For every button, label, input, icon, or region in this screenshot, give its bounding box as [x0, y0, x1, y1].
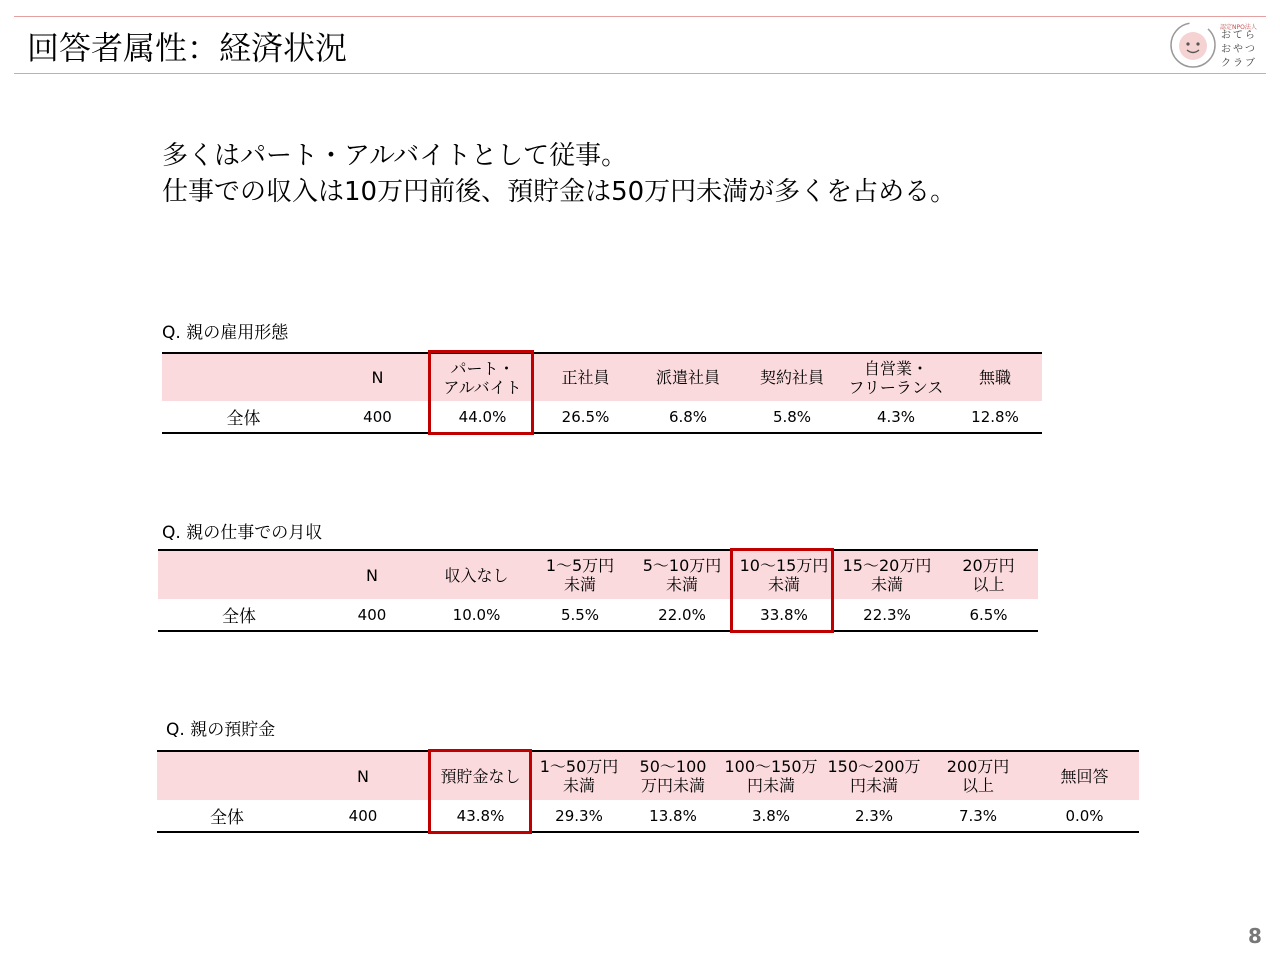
employment-table — [162, 352, 1042, 434]
header-cell: 10〜15万円 未満 — [733, 550, 835, 599]
header-cell: 無職 — [948, 353, 1042, 401]
value-cell: 33.8% — [733, 599, 835, 631]
question-income: Q. 親の仕事での月収 — [162, 523, 323, 543]
header-cell: 1〜5万円 未満 — [529, 550, 631, 599]
header-cell — [162, 353, 325, 401]
headline-line-2: 仕事での収入は10万円前後、預貯金は50万円未満が多くを占める。 — [162, 177, 957, 207]
header-cell: 15〜20万円 未満 — [835, 550, 939, 599]
header-cell: 1〜50万円 未満 — [532, 751, 626, 800]
header-cell — [158, 550, 320, 599]
header-cell: 契約社員 — [740, 353, 844, 401]
header-cell: 20万円 以上 — [939, 550, 1038, 599]
value-cell: 5.5% — [529, 599, 631, 631]
org-logo — [1166, 18, 1266, 72]
value-cell: 10.0% — [424, 599, 529, 631]
value-cell: 29.3% — [532, 800, 626, 832]
header-cell: 150〜200万 円未満 — [822, 751, 926, 800]
smile-face-icon — [1168, 20, 1218, 70]
row-label: 全体 — [162, 401, 325, 433]
header-cell: 派遣社員 — [636, 353, 740, 401]
header-cell: 100〜150万 円未満 — [720, 751, 822, 800]
value-cell: 7.3% — [926, 800, 1030, 832]
question-employment: Q. 親の雇用形態 — [162, 323, 289, 343]
header-cell: 無回答 — [1030, 751, 1139, 800]
value-cell: 6.5% — [939, 599, 1038, 631]
header-cell — [157, 751, 297, 800]
row-label: 全体 — [157, 800, 297, 832]
header-cell: 自営業・ フリーランス — [844, 353, 948, 401]
highlight-box — [428, 749, 532, 834]
value-cell: 22.3% — [835, 599, 939, 631]
header-cell: 収入なし — [424, 550, 529, 599]
value-cell: 400 — [325, 401, 430, 433]
value-cell: 2.3% — [822, 800, 926, 832]
value-cell: 400 — [320, 599, 424, 631]
header-cell: N — [325, 353, 430, 401]
value-cell: 0.0% — [1030, 800, 1139, 832]
value-cell: 5.8% — [740, 401, 844, 433]
page-number: 8 — [1248, 924, 1262, 948]
value-cell: 13.8% — [626, 800, 720, 832]
value-cell: 44.0% — [430, 401, 535, 433]
logo-name-line: おやつ — [1221, 44, 1257, 55]
header-cell: 預貯金なし — [429, 751, 532, 800]
header-cell: 50〜100 万円未満 — [626, 751, 720, 800]
value-cell: 6.8% — [636, 401, 740, 433]
value-cell: 12.8% — [948, 401, 1042, 433]
highlight-box — [730, 548, 834, 633]
value-cell: 26.5% — [535, 401, 636, 433]
headline-line-1: 多くはパート・アルバイトとして従事。 — [162, 141, 628, 171]
row-label: 全体 — [158, 599, 320, 631]
value-cell: 43.8% — [429, 800, 532, 832]
top-rule — [14, 16, 1266, 17]
headline — [162, 138, 956, 210]
highlight-box — [428, 350, 534, 435]
logo-name-line: おてら — [1221, 30, 1257, 41]
header-cell: N — [297, 751, 429, 800]
savings-table — [157, 750, 1139, 833]
header-cell: 正社員 — [535, 353, 636, 401]
header-cell: 200万円 以上 — [926, 751, 1030, 800]
header-cell: 5〜10万円 未満 — [631, 550, 733, 599]
page-title: 回答者属性：経済状況 — [27, 29, 348, 67]
question-savings: Q. 親の預貯金 — [166, 720, 276, 740]
logo-name-line: クラブ — [1221, 58, 1257, 69]
value-cell: 22.0% — [631, 599, 733, 631]
value-cell: 4.3% — [844, 401, 948, 433]
value-cell: 400 — [297, 800, 429, 832]
income-table — [158, 549, 1038, 632]
header-cell: N — [320, 550, 424, 599]
logo-org-type: 認定NPO法人 — [1220, 24, 1257, 31]
header-rule — [14, 73, 1266, 74]
header-cell: パート・ アルバイト — [430, 353, 535, 401]
value-cell: 3.8% — [720, 800, 822, 832]
